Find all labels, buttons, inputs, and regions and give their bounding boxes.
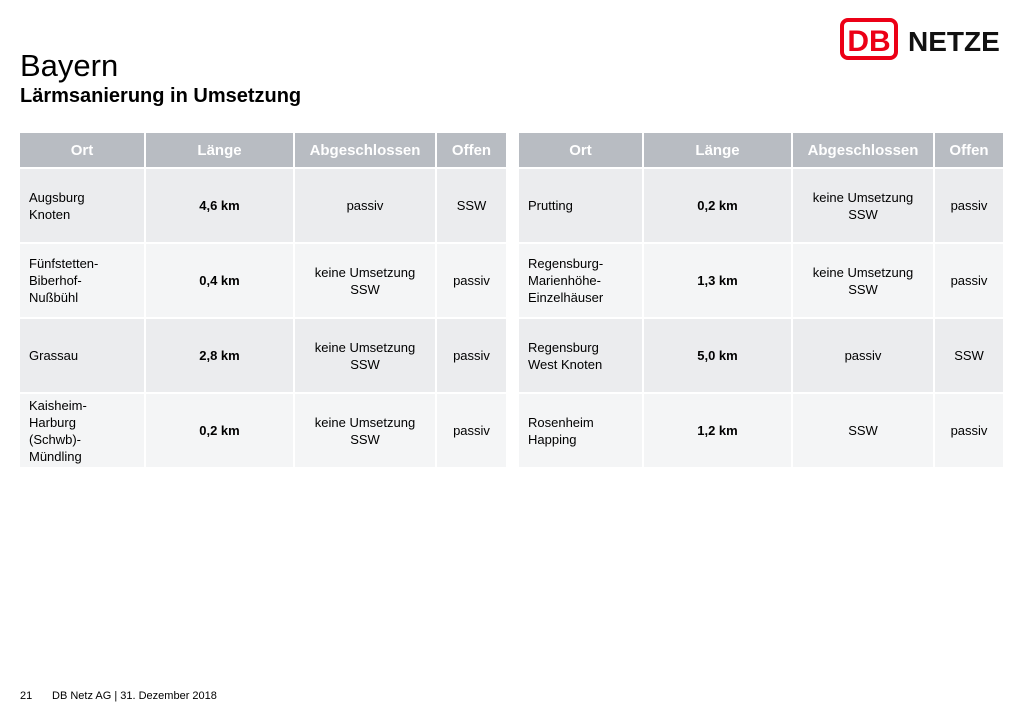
cell-abgeschlossen bbox=[793, 394, 933, 467]
cell-offen bbox=[935, 244, 1003, 317]
header-laenge: Länge bbox=[644, 133, 791, 167]
cell-ort-line: Rosenheim bbox=[528, 414, 594, 430]
cell-laenge-line: 1,3 km bbox=[697, 273, 738, 288]
cell-ort-line: Regensburg bbox=[528, 339, 599, 355]
cell-laenge bbox=[644, 244, 791, 317]
cell-ort-line: Biberhof- bbox=[29, 273, 82, 288]
cell-abgeschlossen-line: keine Umsetzung bbox=[314, 264, 416, 280]
cell-offen bbox=[935, 169, 1003, 242]
table-right bbox=[517, 131, 1005, 469]
page-number: 21 bbox=[20, 690, 33, 702]
cell-laenge bbox=[644, 319, 791, 392]
cell-ort-line: West Knoten bbox=[528, 356, 603, 372]
cell-ort-line: Grassau bbox=[29, 348, 79, 363]
table-row bbox=[519, 319, 1003, 392]
header-offen: Offen bbox=[437, 133, 506, 167]
cell-abgeschlossen bbox=[793, 319, 933, 392]
cell-offen bbox=[437, 244, 506, 317]
table-row bbox=[20, 319, 506, 392]
header-offen: Offen bbox=[935, 133, 1003, 167]
cell-ort-line: Prutting bbox=[528, 198, 573, 213]
cell-laenge-line: 2,8 km bbox=[199, 348, 240, 363]
cell-laenge-line: 4,6 km bbox=[199, 198, 240, 213]
cell-ort-line: (Schwb)- bbox=[29, 431, 82, 447]
table-left bbox=[18, 131, 508, 469]
cell-offen bbox=[935, 394, 1003, 467]
cell-abgeschlossen bbox=[295, 394, 435, 467]
cell-ort-line: Marienhöhe- bbox=[528, 273, 601, 288]
cell-abgeschlossen bbox=[793, 244, 933, 317]
cell-abgeschlossen-line: keine Umsetzung bbox=[314, 339, 416, 355]
page-title: Bayern bbox=[20, 48, 119, 83]
cell-abgeschlossen-line: keine Umsetzung bbox=[812, 264, 914, 280]
cell-laenge bbox=[644, 394, 791, 467]
cell-ort-line: Kaisheim- bbox=[29, 397, 87, 413]
footer-text: DB Netz AG | 31. Dezember 2018 bbox=[52, 690, 217, 702]
cell-abgeschlossen-line: SSW bbox=[350, 431, 380, 447]
cell-ort-line: Harburg bbox=[29, 414, 76, 430]
cell-offen-line: SSW bbox=[954, 348, 984, 363]
cell-laenge-line: 0,2 km bbox=[199, 423, 240, 438]
cell-ort bbox=[20, 394, 144, 467]
db-netze-logo bbox=[840, 18, 1006, 60]
logo-mark: DB bbox=[847, 25, 891, 58]
cell-ort-line: Nußbühl bbox=[29, 290, 79, 305]
cell-ort bbox=[519, 319, 642, 392]
cell-ort-line: Mündling bbox=[29, 448, 82, 464]
cell-offen bbox=[437, 394, 506, 467]
cell-ort-line: Fünfstetten- bbox=[29, 256, 99, 271]
header-ort: Ort bbox=[519, 133, 642, 167]
cell-ort bbox=[20, 244, 144, 317]
header-ort: Ort bbox=[20, 133, 144, 167]
table-row bbox=[519, 169, 1003, 242]
page-subtitle: Lärmsanierung in Umsetzung bbox=[20, 85, 302, 107]
cell-abgeschlossen-line: keine Umsetzung bbox=[314, 414, 416, 430]
cell-ort bbox=[20, 169, 144, 242]
table-row bbox=[20, 394, 506, 467]
cell-offen-line: passiv bbox=[950, 273, 988, 288]
cell-ort bbox=[519, 244, 642, 317]
cell-abgeschlossen-line: SSW bbox=[848, 281, 878, 297]
cell-offen-line: passiv bbox=[453, 273, 490, 288]
cell-abgeschlossen bbox=[295, 169, 435, 242]
cell-abgeschlossen-line: keine Umsetzung bbox=[812, 189, 914, 205]
cell-ort bbox=[519, 169, 642, 242]
cell-abgeschlossen bbox=[295, 319, 435, 392]
cell-offen bbox=[437, 169, 506, 242]
cell-offen-line: passiv bbox=[453, 348, 490, 363]
cell-offen bbox=[437, 319, 506, 392]
cell-laenge-line: 0,2 km bbox=[697, 198, 738, 213]
cell-offen-line: passiv bbox=[950, 198, 988, 213]
cell-laenge-line: 5,0 km bbox=[697, 348, 738, 363]
cell-ort bbox=[519, 394, 642, 467]
cell-offen-line: passiv bbox=[453, 423, 490, 438]
cell-abgeschlossen-line: SSW bbox=[350, 281, 380, 297]
cell-laenge bbox=[146, 394, 293, 467]
cell-abgeschlossen-line: SSW bbox=[848, 423, 878, 438]
cell-ort-line: Einzelhäuser bbox=[528, 290, 604, 305]
table-row bbox=[20, 244, 506, 317]
cell-laenge bbox=[146, 169, 293, 242]
cell-ort-line: Happing bbox=[528, 431, 577, 447]
cell-offen-line: passiv bbox=[950, 423, 988, 438]
cell-laenge bbox=[146, 244, 293, 317]
header-abgeschlossen: Abgeschlossen bbox=[295, 133, 435, 167]
cell-abgeschlossen-line: SSW bbox=[848, 206, 878, 222]
cell-abgeschlossen-line: passiv bbox=[844, 348, 882, 363]
cell-laenge bbox=[146, 319, 293, 392]
table-header-row bbox=[20, 133, 506, 167]
table-row bbox=[519, 244, 1003, 317]
footer bbox=[20, 690, 217, 702]
cell-ort-line: Regensburg- bbox=[528, 256, 604, 271]
header-laenge: Länge bbox=[146, 133, 293, 167]
table-header-row bbox=[519, 133, 1003, 167]
table-row bbox=[20, 169, 506, 242]
cell-ort bbox=[20, 319, 144, 392]
header-abgeschlossen: Abgeschlossen bbox=[793, 133, 933, 167]
cell-offen bbox=[935, 319, 1003, 392]
table-row bbox=[519, 394, 1003, 467]
logo-text: NETZE bbox=[908, 26, 1000, 57]
cell-abgeschlossen bbox=[295, 244, 435, 317]
cell-abgeschlossen-line: passiv bbox=[346, 198, 384, 213]
cell-laenge-line: 0,4 km bbox=[199, 273, 240, 288]
cell-ort-line: Augsburg bbox=[29, 189, 85, 205]
cell-offen-line: SSW bbox=[456, 198, 487, 213]
cell-laenge bbox=[644, 169, 791, 242]
cell-ort-line: Knoten bbox=[29, 206, 71, 222]
cell-laenge-line: 1,2 km bbox=[697, 423, 738, 438]
cell-abgeschlossen bbox=[793, 169, 933, 242]
cell-abgeschlossen-line: SSW bbox=[350, 356, 380, 372]
